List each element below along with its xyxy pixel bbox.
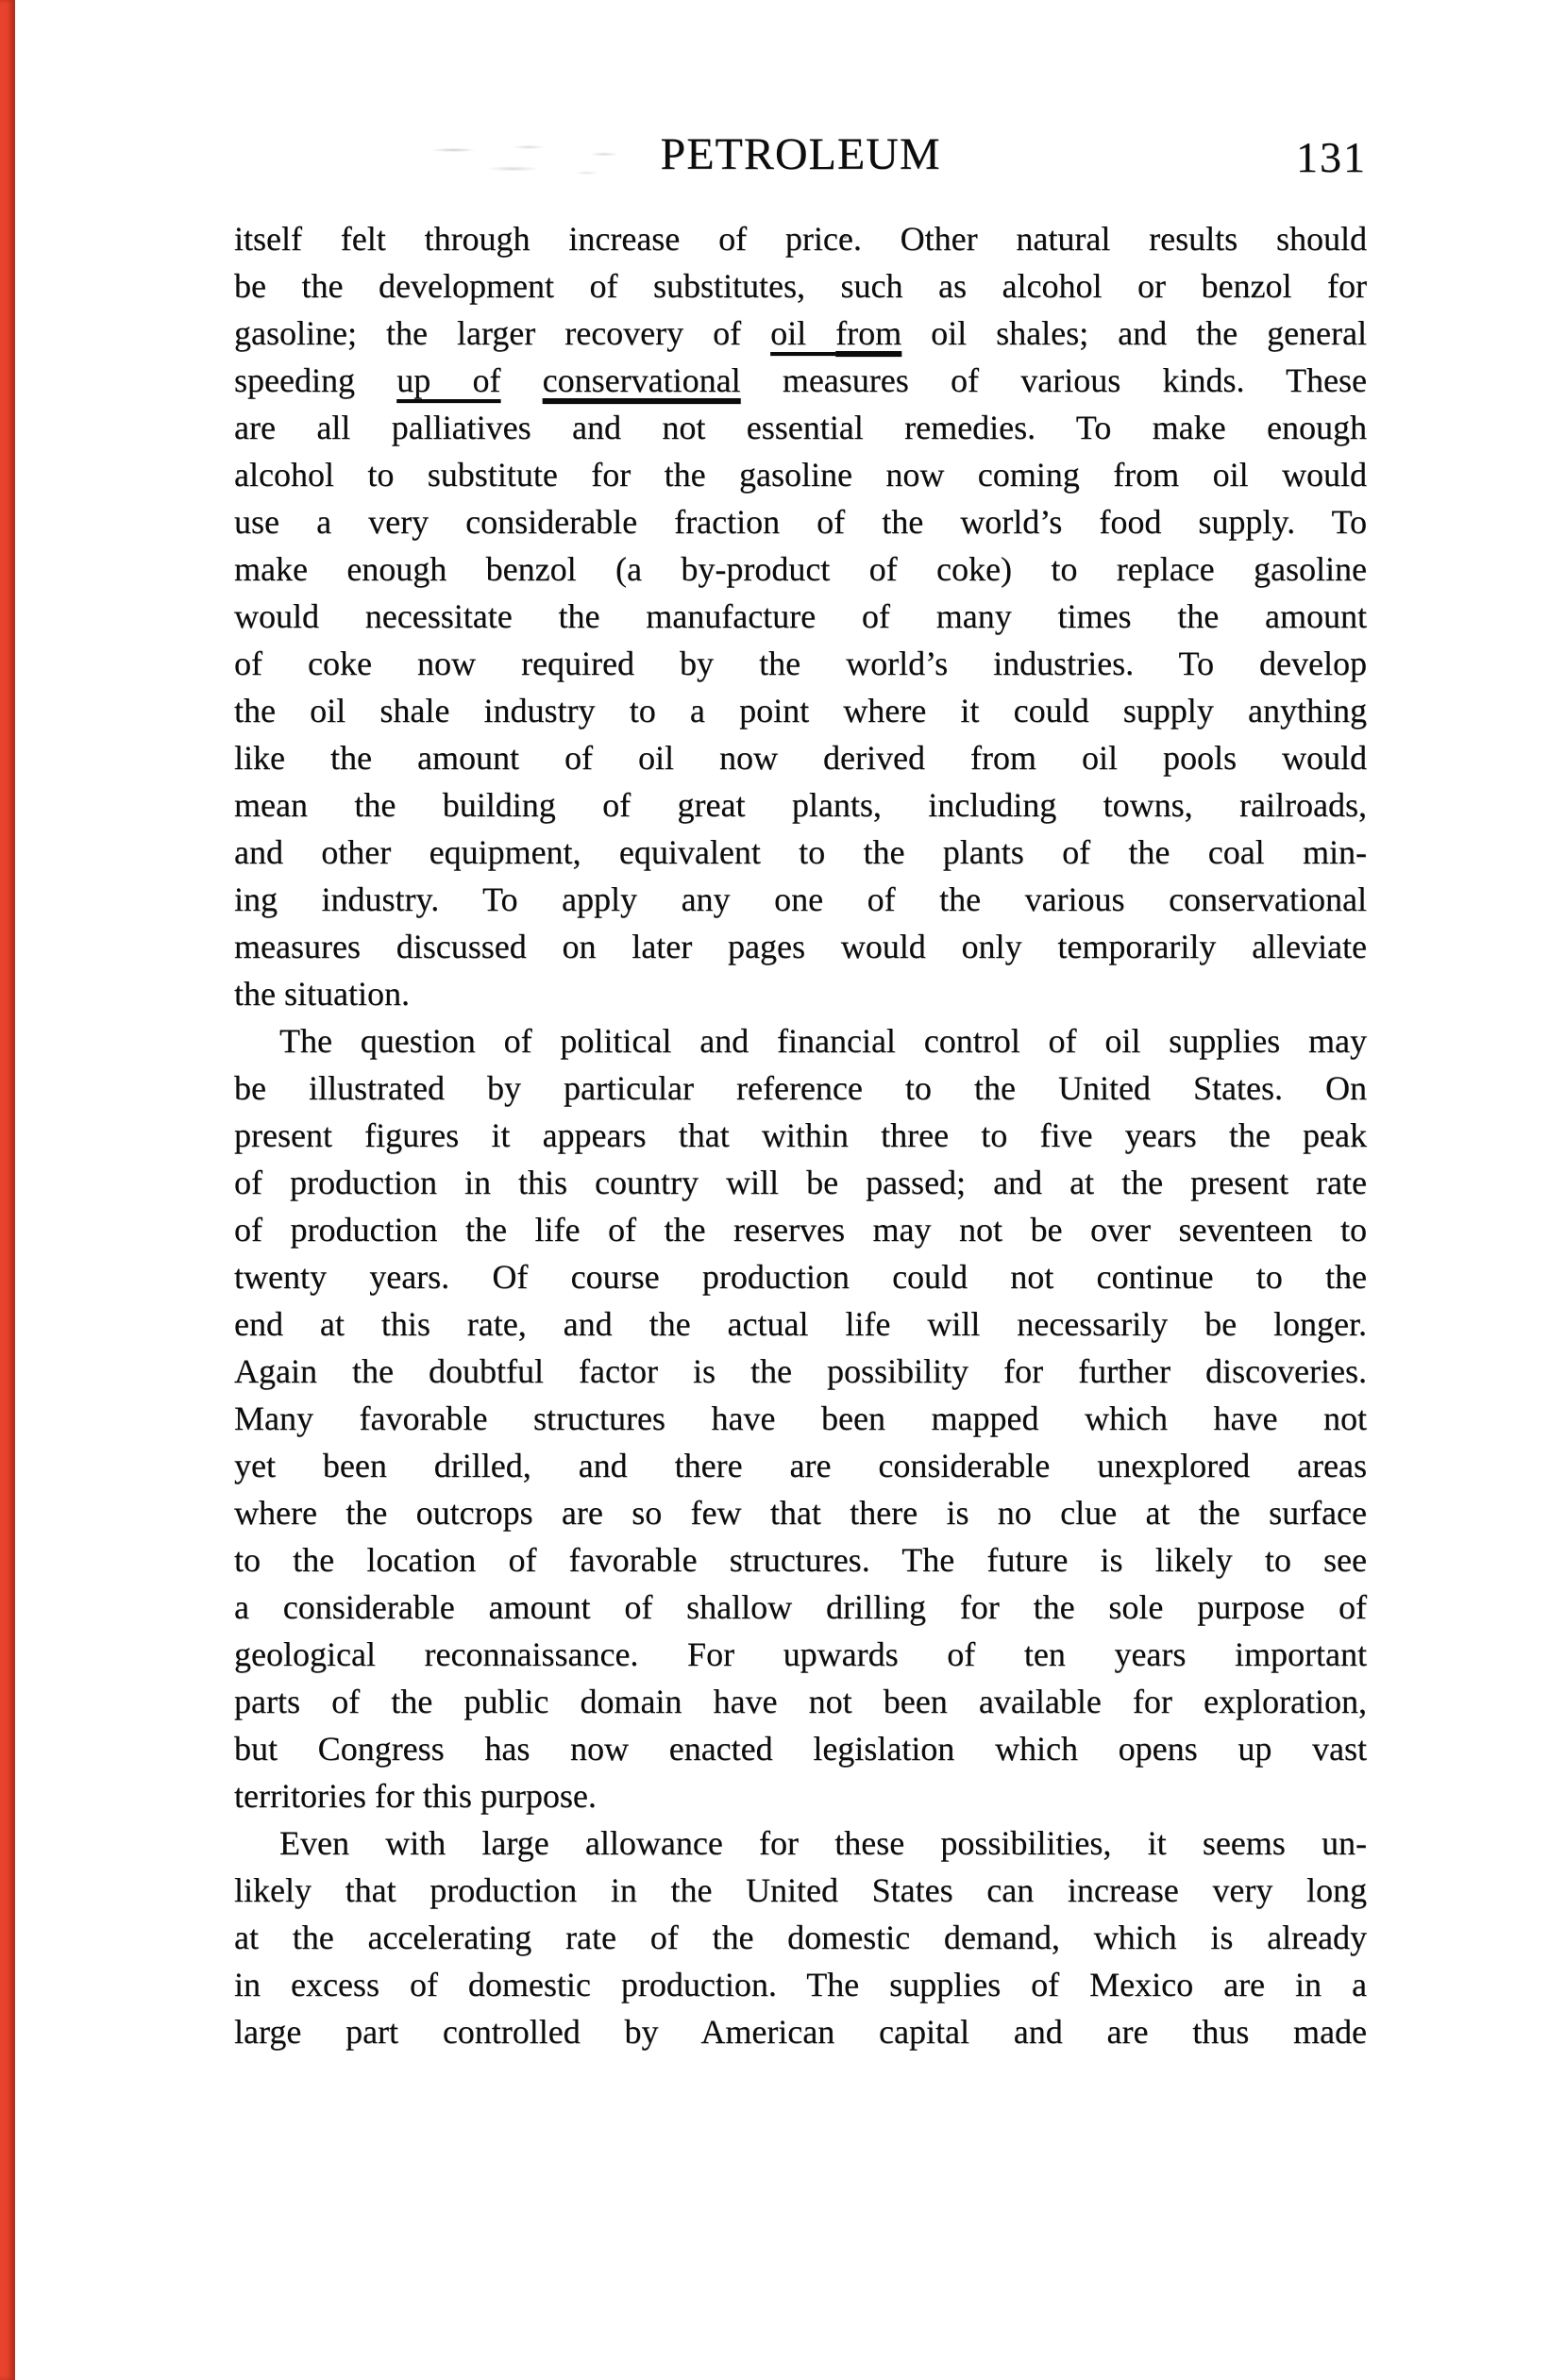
text-line: ing industry. To apply any one of the various conservational: [234, 880, 1367, 918]
text-line: are all palliatives and not essential remedies. To make enough: [234, 409, 1367, 446]
text-line: present figures it appears that within three to five years the peak: [234, 1116, 1367, 1154]
text-line: of production the life of the reserves may not be over seventeen to: [234, 1211, 1367, 1249]
text-line: mean the building of great plants, including towns, railroads,: [234, 786, 1367, 824]
text-line: the situation.: [234, 975, 410, 1013]
text-line: likely that production in the United States can increase very long: [234, 1871, 1367, 1909]
page-header: [234, 128, 1367, 185]
text-line: yet been drilled, and there are considerable unexplored areas: [234, 1447, 1367, 1484]
text-line: be the development of substitutes, such as alcohol or benzol for: [234, 267, 1367, 305]
text-line: parts of the public domain have not been available for exploration,: [234, 1683, 1367, 1720]
page-number: 131: [1296, 133, 1367, 181]
text-line: be illustrated by particular reference to the United States. On: [234, 1069, 1367, 1107]
text-line: of production in this country will be passed; and at the present rate: [234, 1164, 1367, 1201]
underline-annotation: conservational: [542, 361, 741, 399]
text-block: [234, 215, 1367, 2055]
red-edge-stripe: [0, 0, 15, 2380]
text-line: make enough benzol (a by-product of coke) to replace gasoline: [234, 550, 1367, 588]
text-line: would necessitate the manufacture of many times the amount: [234, 597, 1367, 635]
text-line: speeding up of conservational measures of various kinds. These: [234, 361, 1367, 399]
underline-annotation: from: [835, 314, 902, 352]
text-line: to the location of favorable structures. The future is likely to see: [234, 1541, 1367, 1579]
text-line: itself felt through increase of price. Other natural results should: [234, 220, 1367, 258]
underline-annotation: up of: [396, 361, 501, 399]
text-line: alcohol to substitute for the gasoline now coming from oil would: [234, 456, 1367, 494]
underline-annotation: oil: [770, 314, 836, 352]
text-line: geological reconnaissance. For upwards of ten years important: [234, 1635, 1367, 1673]
text-line: territories for this purpose.: [234, 1777, 597, 1815]
text-line: where the outcrops are so few that there is no clue at the surface: [234, 1494, 1367, 1532]
page-header-title: PETROLEUM: [660, 129, 941, 179]
text-line: Even with large allowance for these possibilities, it seems un-: [279, 1824, 1367, 1862]
text-line: in excess of domestic production. The supplies of Mexico are in a: [234, 1966, 1367, 2003]
text-line: a considerable amount of shallow drilling for the sole purpose of: [234, 1588, 1367, 1626]
text-line: Many favorable structures have been mapped which have not: [234, 1400, 1367, 1437]
text-line: measures discussed on later pages would only temporarily alleviate: [234, 928, 1367, 965]
text-line: like the amount of oil now derived from oil pools would: [234, 739, 1367, 777]
text-line: but Congress has now enacted legislation which opens up vast: [234, 1730, 1367, 1768]
text-line: gasoline; the larger recovery of oil from oil shales; and the general: [234, 314, 1368, 352]
text-line: of coke now required by the world’s industries. To develop: [234, 645, 1367, 682]
text-line: The question of political and financial control of oil supplies may: [279, 1022, 1367, 1060]
text-line: at the accelerating rate of the domestic demand, which is already: [234, 1919, 1367, 1956]
text-line: and other equipment, equivalent to the plants of the coal min-: [234, 833, 1367, 871]
text-line: the oil shale industry to a point where it could supply anything: [234, 692, 1367, 729]
text-line: use a very considerable fraction of the world’s food supply. To: [234, 503, 1367, 541]
text-line: Again the doubtful factor is the possibility for further discoveries.: [234, 1352, 1367, 1390]
text-line: end at this rate, and the actual life will necessarily be longer.: [234, 1305, 1367, 1343]
text-line: large part controlled by American capital and are thus made: [234, 2013, 1367, 2051]
text-line: twenty years. Of course production could not continue to the: [234, 1258, 1367, 1296]
